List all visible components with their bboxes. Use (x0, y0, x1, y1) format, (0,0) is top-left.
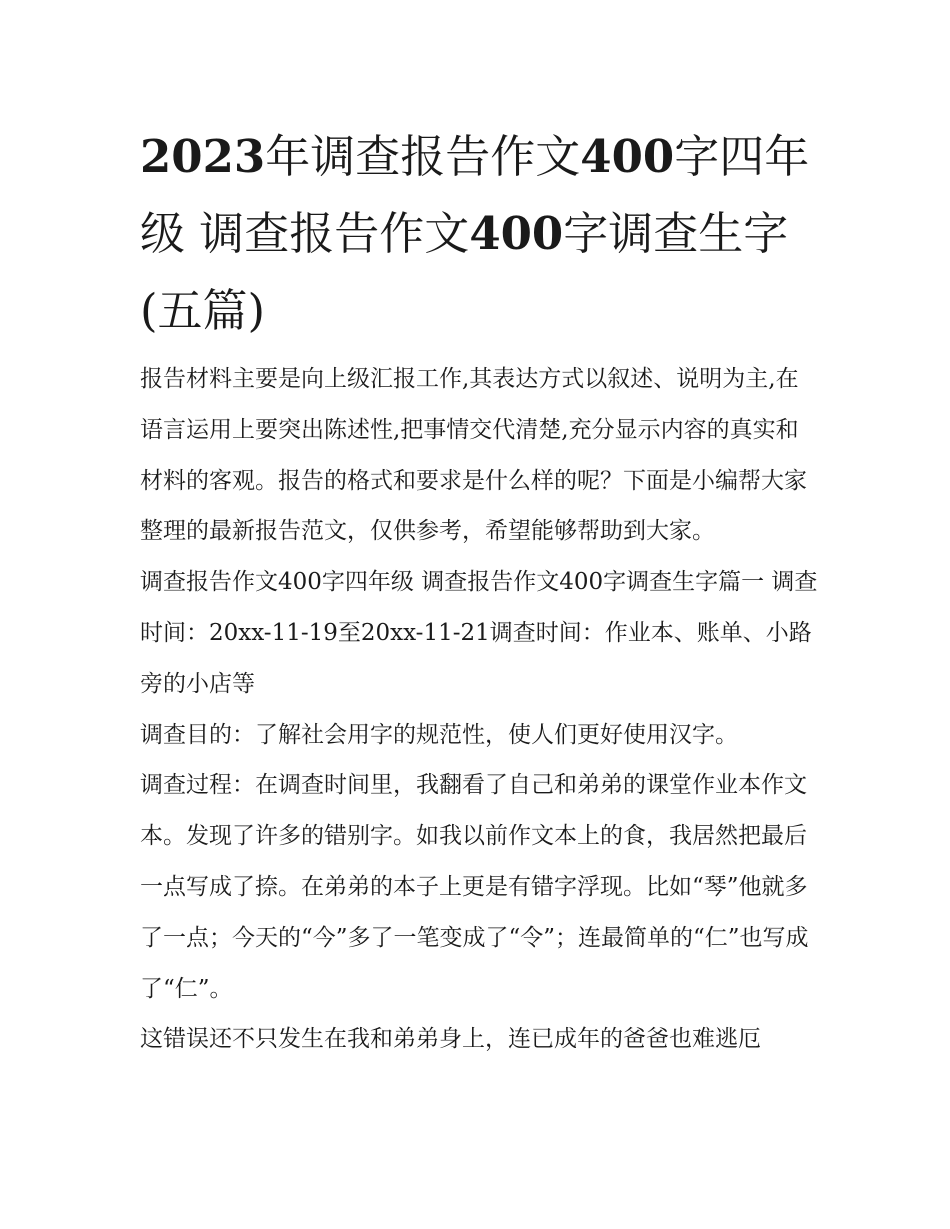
document-body (140, 354, 820, 1065)
title-part-year: 2023 (140, 130, 266, 183)
title-part-number-1: 400 (580, 130, 675, 183)
title-part-3: 字四年级 调查报告作文 (140, 130, 810, 260)
paragraph-purpose: 调查目的：了解社会用字的规范性，使人们更好使用汉字。 (140, 721, 738, 748)
paragraph-process: 调查过程：在调查时间里，我翻看了自己和弟弟的课堂作业本作文本。发现了许多的错别字。如我以前作文本上的食，我居然把最后一点写成了捺。在弟弟的本子上更是有错字浮现。比如“琴”他就多了一点；今天的“今”多了一笔变成了“令”；连最简单的“仁”也写成了“仁”。 (140, 772, 809, 1002)
document-title (140, 118, 820, 349)
title-part-number-2: 400 (469, 207, 564, 260)
paragraph-intro: 报告材料主要是向上级汇报工作,其表达方式以叙述、说明为主,在语言运用上要突出陈述性,把事情交代清楚,充分显示内容的真实和材料的客观。报告的格式和要求是什么样的呢？下面是小编帮大家整理的最新报告范文，仅供参考，希望能够帮助到大家。 (140, 366, 807, 545)
title-part-5: 字调查生字(五篇) (140, 207, 789, 337)
paragraph-section-heading: 调查报告作文400字四年级 调查报告作文400字调查生字篇一 调查时间：20xx-11-19至20xx-11-21调查时间：作业本、账单、小路旁的小店等 (140, 569, 818, 697)
title-part-1: 年调查报告作文 (265, 130, 581, 183)
paragraph-continuation: 这错误还不只发生在我和弟弟身上，连已成年的爸爸也难逃厄 (140, 1026, 761, 1053)
